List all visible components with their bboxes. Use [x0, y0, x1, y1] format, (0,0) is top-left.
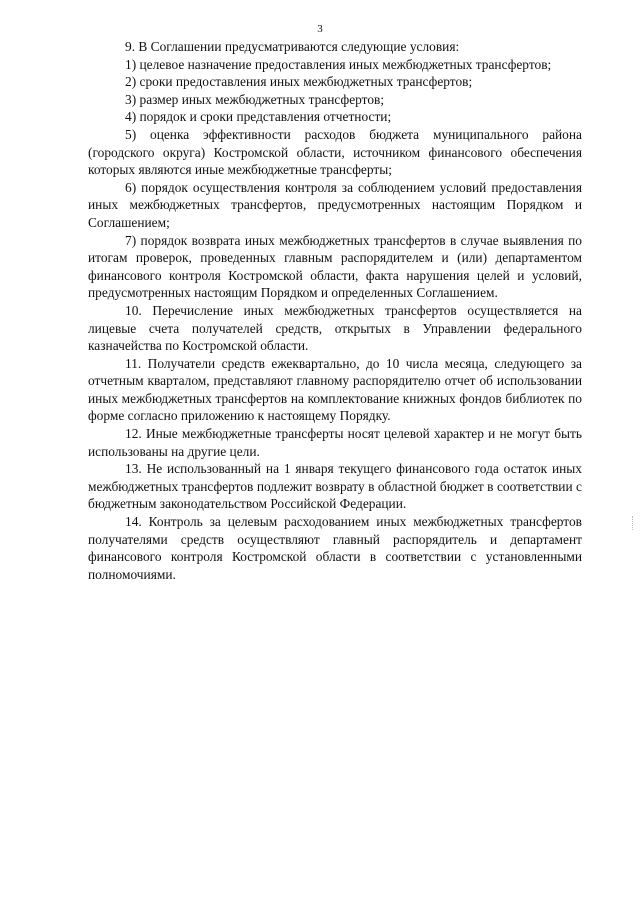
paragraph-item-6: 6) порядок осуществления контроля за соблюдением условий предоставления иных межбюджетных трансфертов, предусмотренных настоящим Порядком и Соглашением; — [88, 179, 582, 230]
paragraph-clause-9: 9. В Соглашении предусматриваются следующие условия: — [125, 39, 460, 54]
paragraph-item-2: 2) сроки предоставления иных межбюджетных трансфертов; — [125, 74, 473, 90]
page-number: 3 — [317, 23, 323, 35]
paragraph-clause-12: 12. Иные межбюджетные трансферты носят целевой характер и не могут быть использованы на другие цели. — [88, 426, 582, 459]
scan-edge-mark — [632, 516, 636, 530]
paragraph-item-3: 3) размер иных межбюджетных трансфертов; — [125, 91, 385, 107]
paragraph-item-1: 1) целевое назначение предоставления иных межбюджетных трансфертов; — [125, 56, 552, 72]
paragraph-item-7: 7) порядок возврата иных межбюджетных трансфертов в случае выявления по итогам проверок, проведенных главным распорядителем и (или) департаментом финансового контроля Костромской области, факта нарушения целей и условий, предусмотренных настоящим Порядком и определенных Соглашением. — [88, 232, 582, 301]
paragraph-clause-14: 14. Контроль за целевым расходованием иных межбюджетных трансфертов получателями средств осуществляют главный распорядитель и департамент финансового контроля Костромской области в соответствии с установленными полномочиями. — [88, 514, 582, 582]
paragraph-item-4: 4) порядок и сроки представления отчетности; — [125, 109, 392, 125]
document-body — [88, 38, 582, 583]
paragraph-clause-13: 13. Не использованный на 1 января текущего финансового года остаток иных межбюджетных трансфертов подлежит возврату в областной бюджет в соответствии с бюджетным законодательством Российской Федерации. — [88, 461, 582, 512]
paragraph-clause-10: 10. Перечисление иных межбюджетных трансфертов осуществляется на лицевые счета получателей средств, открытых в Управлении федерального казначейства по Костромской области. — [88, 302, 582, 354]
paragraph-clause-11: 11. Получатели средств ежеквартально, до 10 числа месяца, следующего за отчетным кварталом, представляют главному распорядителю отчет об использовании иных межбюджетных трансфертов на комплектование книжных фондов библиотек по форме согласно приложению к настоящему Порядку. — [88, 355, 582, 424]
paragraph-item-5: 5) оценка эффективности расходов бюджета муниципального района (городского округа) Костромской области, источником финансового обеспечения которых являются иные межбюджетные трансферты; — [88, 126, 582, 178]
